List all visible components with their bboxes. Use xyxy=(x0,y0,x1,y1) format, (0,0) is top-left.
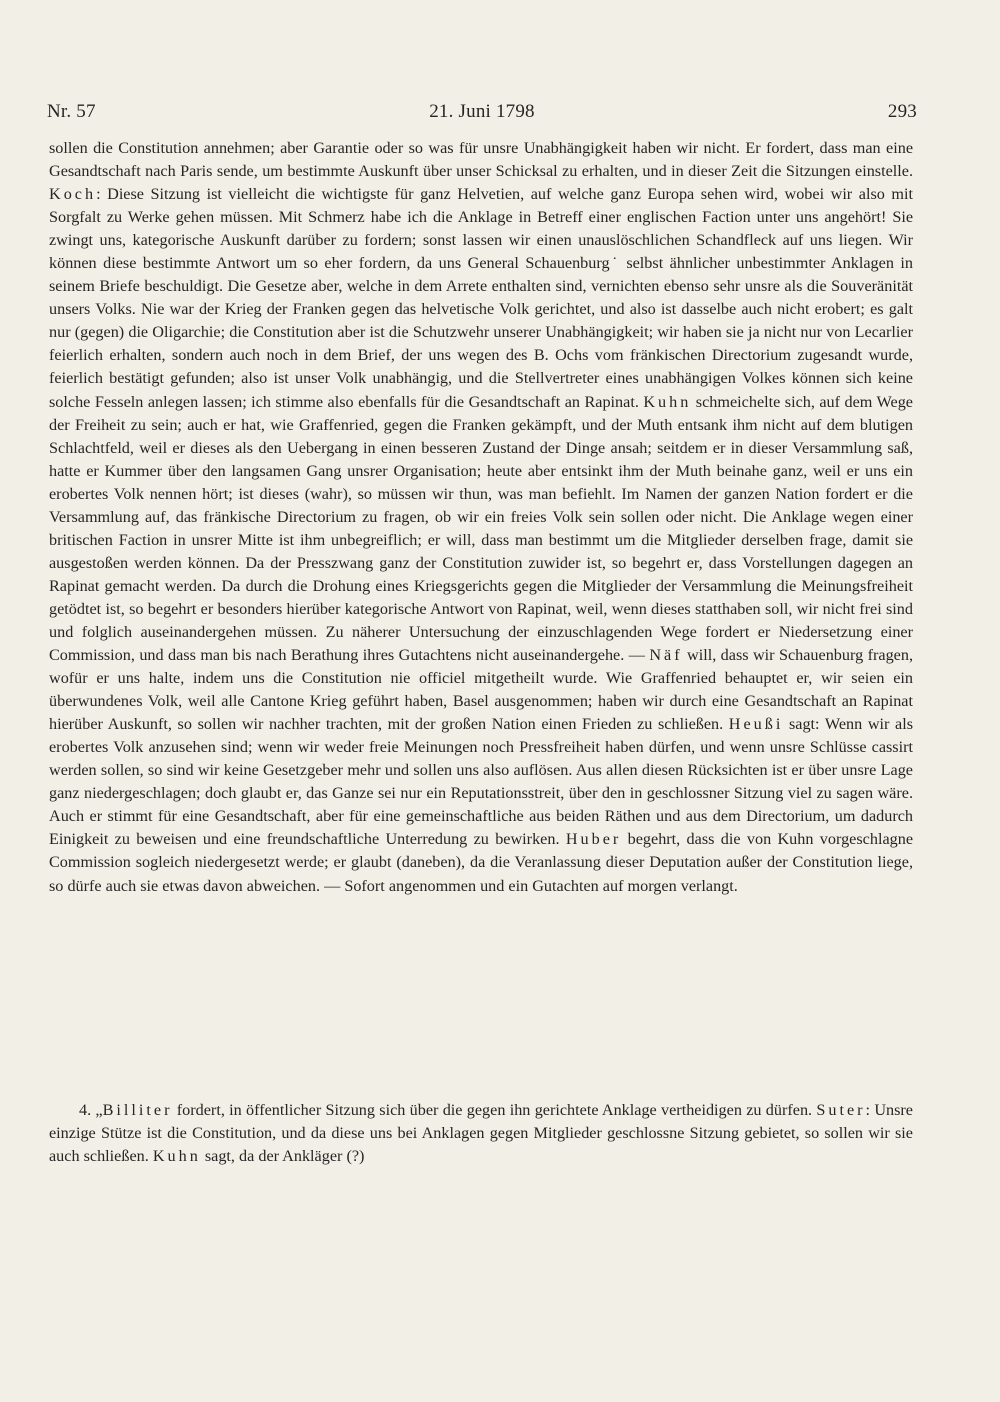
text-run: begehrt, dass die von Kuhn vorgeschlagne Commission sogleich niedergesetzt werde; er glaubt (daneben), da die Veranlassung dieser Deputation außer der Constitution liege, so dürfe auch sie etwas davon abweichen. — Sofort angenommen und ein Gutachten auf morgen verlangt. xyxy=(49,830,913,895)
paragraph-4 xyxy=(49,1099,913,1168)
page-header xyxy=(47,101,917,127)
speaker-name: Huber xyxy=(565,830,622,849)
text-run: will, dass wir Schauenburg fragen, wofür er uns halte, indem uns die Constitution nie officiel mitgetheilt wurde. Wie Graffenried behauptet er, wir seien ein überwundenes Volk, weil alle Cantone Krieg geführt haben, Basel ausgenommen; haben wir durch eine Gesandtschaft an Rapinat hierüber Auskunft, so sollen wir nachher trachten, mit der großen Nation einen Frieden zu schließen. xyxy=(49,646,913,734)
text-run: sagt: Wenn wir als erobertes Volk anzusehen sind; wenn wir weder freie Meinungen noch Pressfreiheit haben dürfen, und wenn unsre Schlüsse cassirt werden sollen, so sind wir keine Gesetzgeber mehr und sollen uns also auflösen. Aus allen diesen Rücksichten ist er über unsre Lage ganz niedergeschlagen; doch glaubt er, das Ganze sei nur ein Reputationsstreit, über den in geschlossner Sitzung viel zu sagen wäre. Auch er stimmt für eine Gesandtschaft, aber für eine gemeinschaftliche aus beiden Räthen und aus dem Directorium, um dadurch Einigkeit zu beweisen und eine freundschaftliche Unterredung zu bewirken. xyxy=(49,715,914,849)
speaker-name: Billiter xyxy=(102,1101,173,1119)
speaker-name: Kuhn xyxy=(643,392,692,411)
paragraph-text xyxy=(49,1099,913,1168)
speaker-name: Koch xyxy=(49,185,97,204)
text-run: : Diese Sitzung ist vielleicht die wichtigste für ganz Helvetien, auf welche ganz Europa sehen wird, wobei wir also mit Sorgfalt zu Werke gehen müssen. Mit Schmerz habe ich die Anklage in Betreff einer englischen Faction unter uns angehört! Sie zwingt uns, kategorische Auskunft darüber zu fordern; sonst lassen wir einen unauslöschlichen Schandfleck auf uns liegen. Wir können diese bestimmte Antwort um so eher fordern, da uns General Schauenburg˙ selbst ähnlicher unbestimmter Anklagen in seinem Briefe beschuldigt. Die Gesetze aber, welche in dem Arrete enthalten sind, vernichten ebenso sehr unsre als die Souveränität unsers Volks. Nie war der Krieg der Franken gegen das helvetische Volk gerichtet, und also ist dasselbe auch nicht erobert; es galt nur (gegen) die Oligarchie; die Constitution aber ist die Schutzwehr unserer Unabhängigkeit; wir haben sie ja nicht nur von Lecarlier feierlich erhalten, sondern auch noch in dem Brief, der uns wegen des B. Ochs vom fränkischen Directorium zugesandt wurde, feierlich bestätigt gefunden; also ist unser Volk unabhängig, und die Stellvertreter eines unabhängigen Volkes können sich keine solche Fesseln anlegen lassen; ich stimme also ebenfalls für die Gesandtschaft an Rapinat. xyxy=(49,185,913,411)
speaker-name: Näf xyxy=(649,646,683,665)
text-run: : Unsre einzige Stütze ist die Constitution, und da diese uns bei Anklagen gegen Mitglieder geschlossne Sitzung gebietet, so sollen wir sie auch schließen. xyxy=(49,1101,913,1166)
speaker-name: Suter xyxy=(816,1101,866,1119)
text-run: schmeichelte sich, auf dem Wege der Freiheit zu sein; auch er hat, wie Graffenried, gegen die Franken gekämpft, und der Muth entsank ihm nicht auf dem blutigen Schlachtfeld, weil er dieses als den Uebergang in einen besseren Zustand der Dinge ansah; seitdem er in dieser Versammlung saß, hatte er Kummer über den langsamen Gang unsrer Organisation; heute aber entsinkt ihm der Muth beinahe ganz, weil er uns ein erobertes Volk nennen hört; ist dieses (wahr), so müssen wir thun, was man befiehlt. Im Namen der ganzen Nation fordert er die Versammlung auf, das fränkische Directorium zu fragen, ob wir ein freies Volk sein sollen oder nicht. Die Anklage wegen einer britischen Faction in unsrer Mitte ist ihm unbegreiflich; er will, dass man bestimmt um die Mitglieder derselben frage, damit sie ausgestoßen werden können. Da der Presszwang ganz der Constitution zuwider ist, so begehrt er, dass Vorstellungen dagegen an Rapinat gemacht werden. Da durch die Drohung eines Kriegsgerichts gegen die Mitglieder der Versammlung die Meinungsfreiheit getödtet ist, so begehrt er besonders hierüber kategorische Antwort von Rapinat, weil, wenn dieses statthaben soll, wir nicht frei sind und folglich auseinandergehen müssen. Zu näherer Untersuchung der einzuschlagenden Wege fordert er Niedersetzung einer Commission, und dass man bis nach Berathung ihres Gutachtens nicht auseinandergehe. — xyxy=(49,392,913,665)
text-run: 4. „ xyxy=(79,1101,103,1119)
speaker-name: Heußi xyxy=(728,715,784,734)
main-paragraph xyxy=(49,137,913,898)
page-number: 293 xyxy=(887,101,917,122)
text-run: sagt, da der Ankläger (?) xyxy=(200,1147,365,1166)
text-run: fordert, in öffentlicher Sitzung sich über die gegen ihn gerichtete Anklage vertheidigen zu dürfen. xyxy=(172,1101,817,1119)
paragraph-text xyxy=(49,137,913,898)
header-date: 21. Juni 1798 xyxy=(429,101,535,122)
document-number: Nr. 57 xyxy=(47,101,96,122)
speaker-name: Kuhn xyxy=(152,1147,201,1166)
text-run: sollen die Constitution annehmen; aber Garantie oder so was für unsre Unabhängigkeit haben wir nicht. Er fordert, dass man eine Gesandtschaft nach Paris sende, um bestimmte Auskunft über unser Schicksal zu erhalten, und in dieser Zeit die Sitzungen einstelle. xyxy=(49,139,913,181)
